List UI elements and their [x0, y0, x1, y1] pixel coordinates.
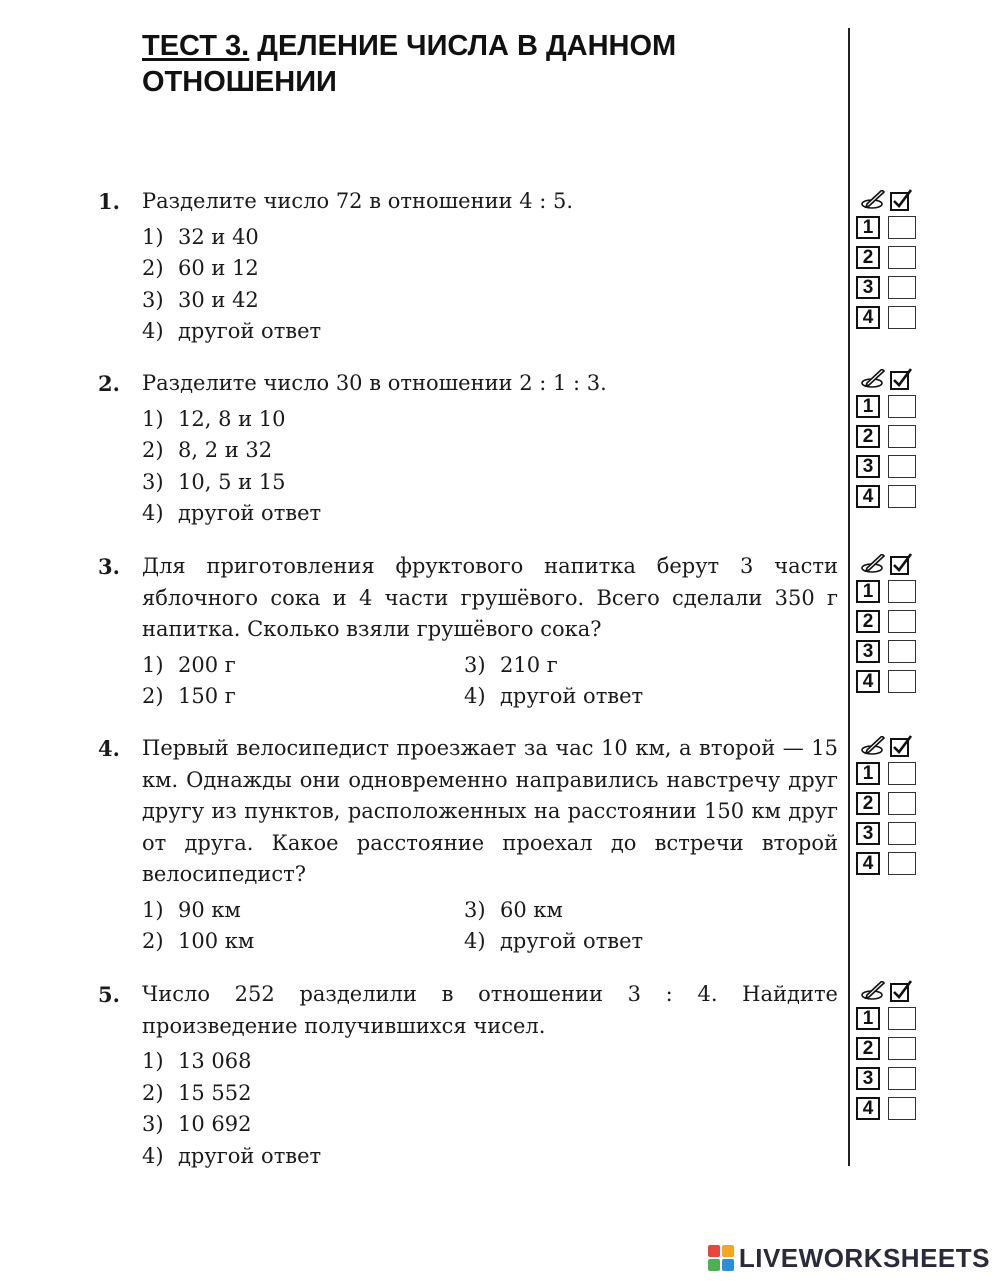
answer-options — [142, 650, 838, 713]
answer-header — [856, 735, 920, 759]
option-1: 1) 13 068 — [142, 1049, 252, 1073]
answer-number-box: 2 — [856, 425, 880, 448]
answer-number-box: 2 — [856, 792, 880, 815]
question-text: Первый велосипедист проезжает за час 10 км, а второй — 15 км. Однажды они одновременно направились навстречу друг другу из пунктов, расположенных на расстоянии 150 км друг от друга. Какое расстояние проехал до встречи второй велосипедист? — [142, 736, 838, 886]
liveworksheets-brand: LIVEWORKSHEETS — [738, 1242, 990, 1273]
option-3: 3) 210 г — [464, 652, 558, 677]
pencil-icon — [860, 736, 886, 758]
answer-options — [142, 222, 838, 348]
answer-input-box[interactable] — [888, 792, 916, 815]
option-3: 3) 60 км — [464, 897, 563, 922]
answer-row-1 — [856, 213, 920, 243]
checkbox-checked-icon — [890, 368, 912, 390]
answer-input-box[interactable] — [888, 1037, 916, 1060]
answer-number-box: 1 — [856, 216, 880, 239]
option-2: 2) 100 км — [142, 929, 255, 953]
answer-row-3 — [856, 1064, 920, 1094]
answer-row-4 — [856, 849, 920, 879]
answer-input-box[interactable] — [888, 306, 916, 329]
question-4 — [98, 733, 838, 958]
checkbox-checked-icon — [890, 735, 912, 757]
answer-number-box: 2 — [856, 246, 880, 269]
question-3 — [98, 551, 838, 713]
question-text: Для приготовления фруктового напитка берут 3 части яблочного сока и 4 части грушёвого. Всего сделали 350 г напитка. Сколько взяли грушёвого сока? — [142, 554, 838, 641]
option-3: 3) 30 и 42 — [142, 287, 259, 312]
logo-square-2 — [722, 1245, 734, 1257]
answer-input-box[interactable] — [888, 216, 916, 239]
answer-number-box: 2 — [856, 1037, 880, 1060]
option-2: 2) 8, 2 и 32 — [142, 438, 273, 462]
answer-input-box[interactable] — [888, 455, 916, 478]
title-test-number: ТЕСТ 3. — [142, 30, 250, 62]
answer-row-2 — [856, 243, 920, 273]
answer-row-2 — [856, 607, 920, 637]
answer-boxes-q5 — [856, 980, 920, 1124]
answer-number-box: 1 — [856, 1007, 880, 1030]
answer-number-box: 3 — [856, 1067, 880, 1090]
answer-input-box[interactable] — [888, 762, 916, 785]
question-number: 1. — [98, 189, 120, 214]
answer-input-box[interactable] — [888, 1097, 916, 1120]
option-4: 4) другой ответ — [142, 1143, 322, 1168]
option-1: 1) 32 и 40 — [142, 224, 259, 249]
answer-input-box[interactable] — [888, 610, 916, 633]
answer-options — [142, 404, 838, 530]
answer-input-box[interactable] — [888, 1007, 916, 1030]
option-3: 3) 10, 5 и 15 — [142, 469, 286, 494]
answer-row-3 — [856, 452, 920, 482]
answer-boxes-q3 — [856, 553, 920, 697]
answer-input-box[interactable] — [888, 395, 916, 418]
answer-options — [142, 1046, 838, 1172]
checkbox-checked-icon — [890, 980, 912, 1002]
answer-input-box[interactable] — [888, 276, 916, 299]
answer-number-box: 4 — [856, 306, 880, 329]
logo-square-3 — [708, 1259, 720, 1271]
answer-row-2 — [856, 1034, 920, 1064]
question-2 — [98, 368, 838, 530]
answer-boxes-q4 — [856, 735, 920, 879]
answer-boxes-q2 — [856, 368, 920, 512]
answer-row-3 — [856, 637, 920, 667]
margin-divider — [848, 28, 850, 1166]
answer-row-4 — [856, 303, 920, 333]
logo-square-1 — [708, 1245, 720, 1257]
answer-input-box[interactable] — [888, 822, 916, 845]
option-2: 2) 60 и 12 — [142, 256, 259, 280]
answer-row-1 — [856, 1004, 920, 1034]
option-4: 4) другой ответ — [464, 684, 644, 708]
option-1: 1) 90 км — [142, 897, 241, 922]
option-2: 2) 15 552 — [142, 1080, 252, 1105]
answer-number-box: 4 — [856, 1097, 880, 1120]
option-4: 4) другой ответ — [142, 501, 322, 525]
answer-number-box: 3 — [856, 455, 880, 478]
answer-row-3 — [856, 819, 920, 849]
answer-input-box[interactable] — [888, 1067, 916, 1090]
answer-number-box: 1 — [856, 395, 880, 418]
option-4: 4) другой ответ — [142, 319, 322, 343]
answer-input-box[interactable] — [888, 670, 916, 693]
pencil-icon — [860, 981, 886, 1003]
question-text: Разделите число 72 в отношении 4 : 5. — [142, 189, 574, 213]
answer-row-1 — [856, 392, 920, 422]
option-3: 3) 10 692 — [142, 1112, 252, 1136]
question-1 — [98, 186, 838, 348]
answer-input-box[interactable] — [888, 640, 916, 663]
answer-options — [142, 895, 838, 958]
answer-row-1 — [856, 759, 920, 789]
option-1: 1) 12, 8 и 10 — [142, 406, 286, 431]
answer-input-box[interactable] — [888, 580, 916, 603]
answer-number-box: 4 — [856, 670, 880, 693]
question-number: 4. — [98, 736, 120, 761]
answer-input-box[interactable] — [888, 246, 916, 269]
answer-number-box: 4 — [856, 852, 880, 875]
answer-input-box[interactable] — [888, 485, 916, 508]
question-number: 5. — [98, 982, 120, 1007]
answer-row-2 — [856, 422, 920, 452]
answer-header — [856, 553, 920, 577]
answer-number-box: 3 — [856, 276, 880, 299]
checkbox-checked-icon — [890, 189, 912, 211]
page-title — [142, 28, 822, 100]
answer-row-2 — [856, 789, 920, 819]
answer-row-3 — [856, 273, 920, 303]
question-text: Число 252 разделили в отношении 3 : 4. Найдите произведение получившихся чисел. — [142, 982, 838, 1038]
liveworksheets-footer — [707, 1243, 990, 1273]
answer-row-4 — [856, 1094, 920, 1124]
liveworksheets-logo-icon — [707, 1244, 735, 1272]
answer-number-box: 4 — [856, 485, 880, 508]
checkbox-checked-icon — [890, 553, 912, 575]
pencil-icon — [860, 369, 886, 391]
title-topic: ДЕЛЕНИЕ ЧИСЛА В ДАННОМ ОТНОШЕНИИ — [142, 30, 677, 98]
answer-header — [856, 368, 920, 392]
answer-header — [856, 189, 920, 213]
answer-input-box[interactable] — [888, 852, 916, 875]
answer-row-4 — [856, 667, 920, 697]
answer-row-1 — [856, 577, 920, 607]
question-number: 2. — [98, 371, 120, 396]
answer-row-4 — [856, 482, 920, 512]
pencil-icon — [860, 554, 886, 576]
answer-number-box: 2 — [856, 610, 880, 633]
question-text: Разделите число 30 в отношении 2 : 1 : 3. — [142, 371, 607, 395]
answer-boxes-q1 — [856, 189, 920, 333]
answer-number-box: 3 — [856, 822, 880, 845]
answer-header — [856, 980, 920, 1004]
answer-number-box: 1 — [856, 762, 880, 785]
option-1: 1) 200 г — [142, 652, 236, 677]
answer-number-box: 3 — [856, 640, 880, 663]
option-2: 2) 150 г — [142, 684, 236, 708]
answer-input-box[interactable] — [888, 425, 916, 448]
pencil-icon — [860, 190, 886, 212]
option-4: 4) другой ответ — [464, 929, 644, 953]
question-5 — [98, 979, 838, 1172]
question-number: 3. — [98, 554, 120, 579]
logo-square-4 — [722, 1259, 734, 1271]
answer-number-box: 1 — [856, 580, 880, 603]
